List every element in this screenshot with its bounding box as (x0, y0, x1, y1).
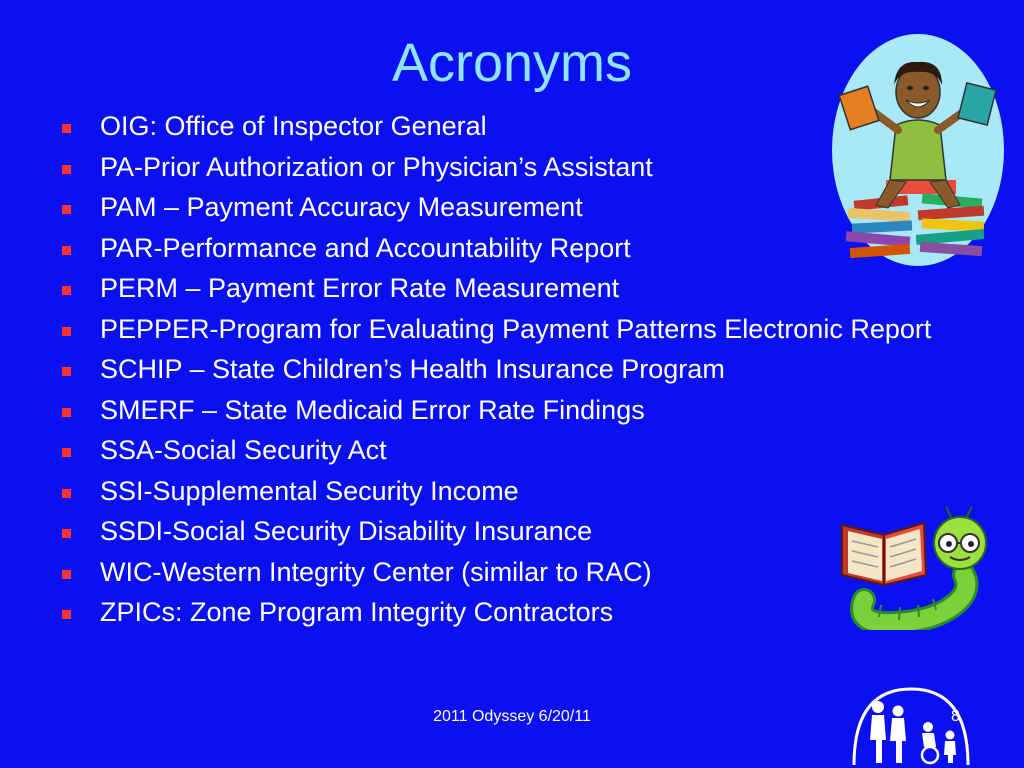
bullet-square-icon (62, 529, 71, 538)
list-item-text: WIC-Western Integrity Center (similar to RAC) (100, 556, 652, 587)
bullet-square-icon (62, 610, 71, 619)
list-item (62, 234, 932, 263)
list-item (62, 517, 932, 546)
list-item-text: SSI-Supplemental Security Income (100, 475, 519, 506)
bullet-list (62, 112, 932, 639)
list-item (62, 315, 932, 344)
bullet-square-icon (62, 165, 71, 174)
bullet-square-icon (62, 367, 71, 376)
list-item-text: SSA-Social Security Act (100, 435, 387, 465)
bullet-square-icon (62, 327, 71, 336)
list-item (62, 598, 932, 627)
bullet-square-icon (62, 286, 71, 295)
list-item-text: SCHIP – State Children’s Health Insurance Program (100, 354, 725, 384)
footer-text: 2011 Odyssey 6/20/11 (433, 708, 591, 725)
list-item (62, 153, 932, 182)
list-item-text: SMERF – State Medicaid Error Rate Findings (100, 394, 645, 425)
woman-with-books-icon (826, 30, 1006, 270)
list-item-text: PA-Prior Authorization or Physician’s Assistant (100, 151, 653, 182)
bullet-square-icon (62, 489, 71, 498)
list-item-text: PEPPER-Program for Evaluating Payment Patterns Electronic Report (100, 313, 932, 344)
list-item (62, 396, 932, 425)
bullet-square-icon (62, 448, 71, 457)
list-item (62, 436, 932, 465)
list-item-text: PAR-Performance and Accountability Report (100, 232, 631, 263)
bullet-square-icon (62, 570, 71, 579)
list-item-text: PAM – Payment Accuracy Measurement (100, 192, 583, 222)
bullet-square-icon (62, 205, 71, 214)
bullet-square-icon (62, 408, 71, 417)
list-item (62, 477, 932, 506)
bullet-square-icon (62, 124, 71, 133)
bookworm-reading-icon (834, 505, 994, 630)
slide-title: Acronyms (391, 33, 633, 93)
list-item (62, 355, 932, 384)
list-item-text: OIG: Office of Inspector General (100, 111, 487, 141)
list-item (62, 558, 932, 587)
list-item (62, 112, 932, 141)
list-item (62, 193, 932, 222)
page-number: 8 (951, 708, 960, 725)
bullet-square-icon (62, 246, 71, 255)
list-item-text: ZPICs: Zone Program Integrity Contractors (100, 597, 614, 627)
list-item-text: SSDI-Social Security Disability Insurance (100, 516, 593, 546)
list-item-text: PERM – Payment Error Rate Measurement (100, 273, 620, 303)
list-item (62, 274, 932, 303)
